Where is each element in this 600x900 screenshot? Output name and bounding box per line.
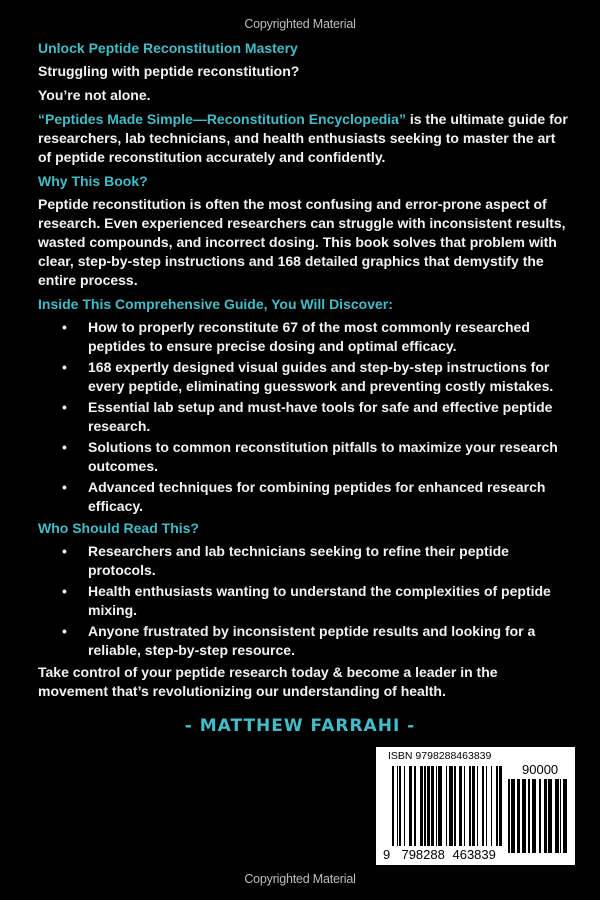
barcode-digits [381, 847, 498, 862]
item-text: Advanced techniques for combining peptides for enhanced research efficacy. [88, 479, 546, 514]
intro-line2: You’re not alone. [38, 87, 151, 103]
intro-description [38, 110, 568, 167]
barcode-bar [532, 779, 536, 853]
barcode-bar [499, 766, 502, 846]
barcode-bar [528, 779, 530, 853]
barcode-bar [544, 779, 547, 853]
isbn-label: ISBN 9798288463839 [388, 750, 492, 762]
bullet-icon: • [62, 439, 67, 455]
bullet-icon: • [62, 399, 67, 415]
copyright-top: Copyrighted Material [244, 17, 356, 31]
list-item [38, 582, 568, 620]
barcode-bar [555, 779, 559, 853]
barcode-bar [420, 766, 423, 846]
barcode-bar [438, 766, 442, 846]
barcode-bar [454, 766, 456, 846]
barcode-bar [496, 766, 498, 846]
item-text: Solutions to common reconstitution pitfalls to maximize your research outcomes. [88, 439, 558, 474]
list-item [38, 622, 568, 660]
intro-title: Unlock Peptide Reconstitution Mastery [38, 40, 298, 56]
list-item [38, 478, 568, 516]
item-text: How to properly reconstitute 67 of the most commonly researched peptides to ensure precise dosing and optimal efficacy. [88, 319, 530, 354]
barcode-bar [464, 766, 465, 846]
bullet-icon: • [62, 359, 67, 375]
barcode-bar [427, 766, 430, 846]
why-text: Peptide reconstitution is often the most confusing and error-prone aspect of research. Even experienced researchers can struggle with inconsistent results, wasted compounds, and incorrect dosing. This book solves that problem with clear, step-by-step instructions and 168 detailed graphics that demystify the entire process. [38, 196, 566, 288]
digits-left: 798288 [401, 847, 445, 862]
barcode-bar [459, 766, 462, 846]
barcode-bar [399, 766, 401, 846]
bullet-icon: • [62, 479, 67, 495]
barcode-bar [414, 766, 416, 846]
isbn-barcode [376, 747, 575, 865]
barcode-bar [431, 766, 434, 846]
addon-barcode-bars [508, 779, 568, 853]
item-text: Essential lab setup and must-have tools for safe and effective peptide research. [88, 399, 553, 434]
barcode-bar [491, 766, 492, 846]
who-list [38, 542, 568, 660]
list-item [38, 398, 568, 436]
barcode-bar [508, 779, 510, 853]
why-heading: Why This Book? [38, 173, 148, 189]
author-name: - MATTHEW FARRAHI - [184, 716, 416, 736]
barcode-bar [404, 766, 405, 846]
inside-list [38, 318, 568, 516]
item-text: Researchers and lab technicians seeking to refine their peptide protocols. [88, 543, 509, 578]
barcode-area [0, 747, 600, 867]
barcode-bar [409, 766, 412, 846]
bullet-icon: • [62, 543, 67, 559]
barcode-bar [486, 766, 487, 846]
intro-line1: Struggling with peptide reconstitution? [38, 63, 300, 79]
bullet-icon: • [62, 623, 67, 639]
barcode-bar [469, 766, 471, 846]
bullet-icon: • [62, 583, 67, 599]
barcode-bar [392, 766, 394, 846]
copyright-bottom: Copyrighted Material [244, 872, 356, 886]
barcode-bar [563, 779, 567, 853]
closing-text: Take control of your peptide research today & become a leader in the movement that’s revolutionizing our understanding of health. [38, 664, 498, 699]
barcode-bar [424, 766, 426, 846]
barcode-bar [449, 766, 453, 846]
list-item [38, 438, 568, 476]
barcode-bar [397, 766, 398, 846]
list-item [38, 358, 568, 396]
item-text: Anyone frustrated by inconsistent peptide results and looking for a reliable, step-by-step resource. [88, 623, 536, 658]
barcode-bar [436, 766, 437, 846]
book-title: “Peptides Made Simple—Reconstitution Encyclopedia” [38, 111, 406, 127]
description-text: is the ultimate guide for researchers, lab technicians, and health enthusiasts seeking to master the art of peptide reconstitution accurately and confidently. [38, 111, 568, 165]
back-cover-text [38, 39, 568, 701]
bullet-icon: • [62, 319, 67, 335]
digit-lead: 9 [383, 847, 391, 862]
who-heading: Who Should Read This? [38, 520, 199, 536]
barcode-bar [522, 779, 526, 853]
inside-heading: Inside This Comprehensive Guide, You Will Discover: [38, 296, 393, 312]
item-text: Health enthusiasts wanting to understand the complexities of peptide mixing. [88, 583, 551, 618]
barcode-bar [560, 779, 561, 853]
item-text: 168 expertly designed visual guides and step-by-step instructions for every peptide, eliminating guesswork and preventing costly mistakes. [88, 359, 554, 394]
list-item [38, 542, 568, 580]
barcode-bar [477, 766, 478, 846]
digits-right: 463839 [452, 847, 496, 862]
barcode-bar [482, 766, 484, 846]
addon-digits: 90000 [522, 762, 559, 777]
barcode-bar [472, 766, 475, 846]
barcode-bar [548, 779, 552, 853]
barcode-bars [392, 766, 504, 846]
barcode-bar [511, 779, 515, 853]
barcode-bar [517, 779, 520, 853]
list-item [38, 318, 568, 356]
barcode-bar [446, 766, 447, 846]
barcode-bar [539, 779, 541, 853]
